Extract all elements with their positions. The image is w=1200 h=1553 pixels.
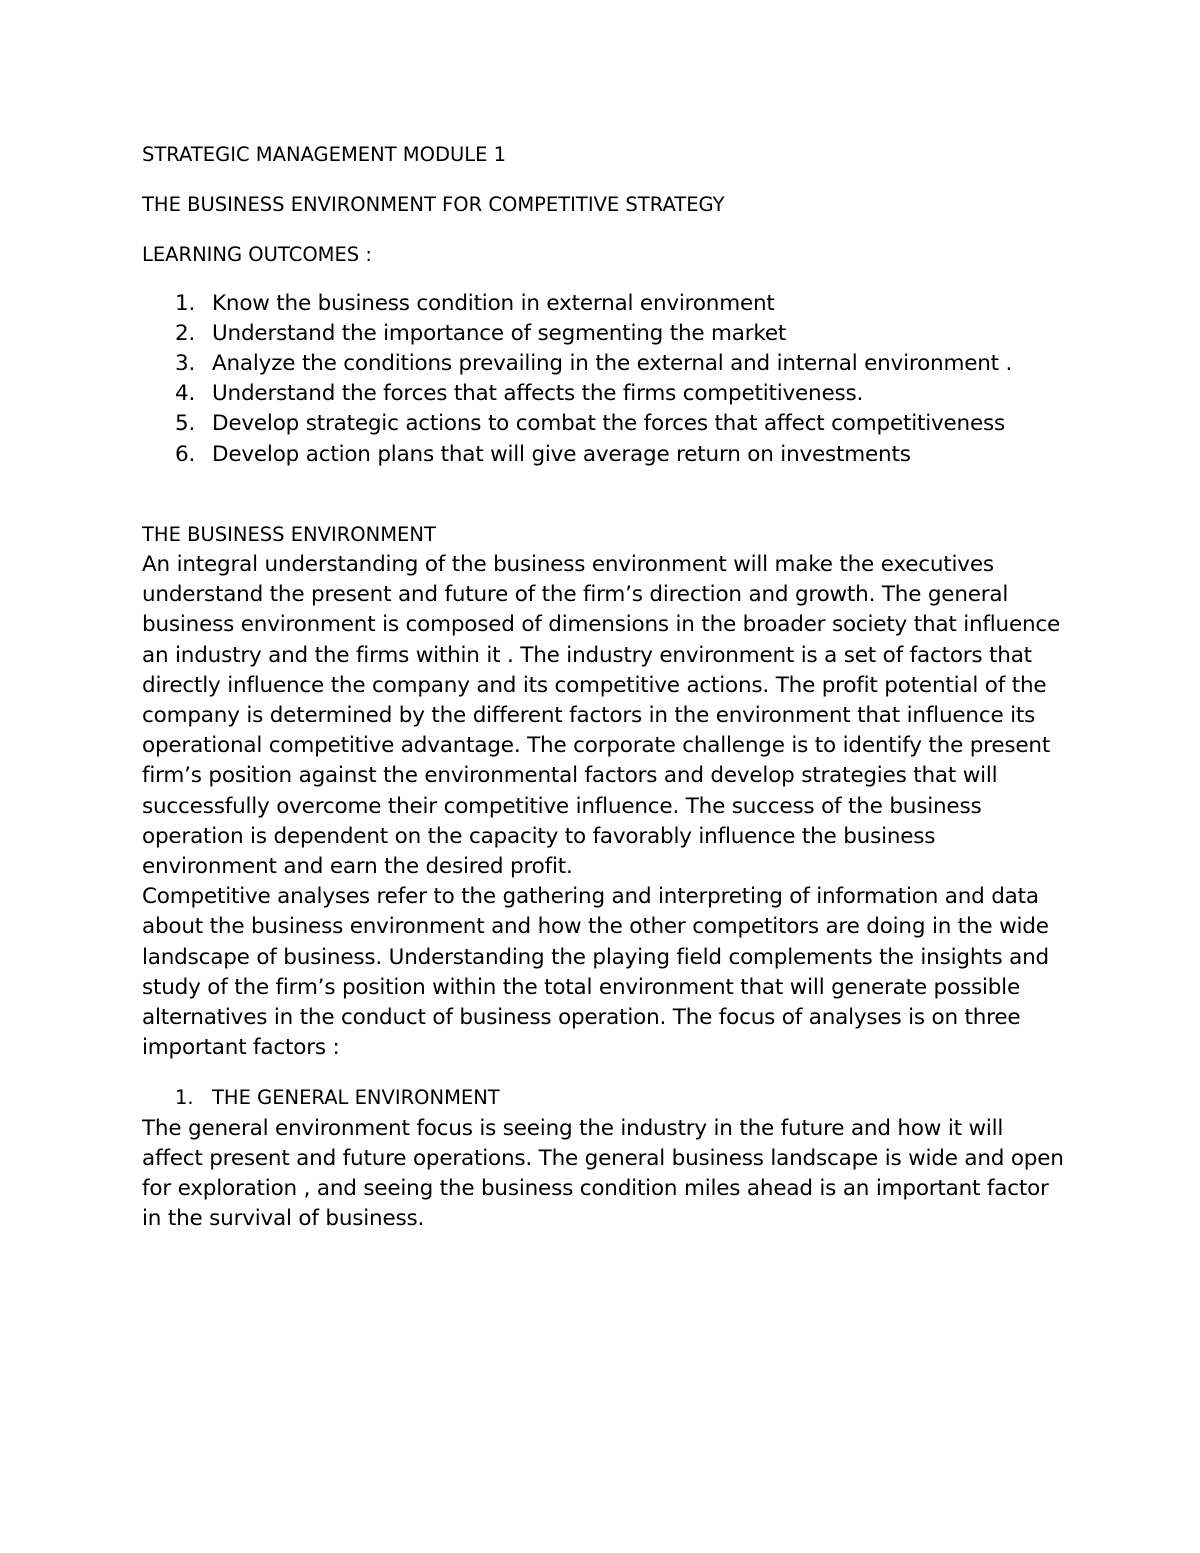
document-content bbox=[142, 140, 1067, 1235]
list-item-number: 1. bbox=[175, 290, 196, 316]
list-item-number: 4. bbox=[175, 381, 196, 407]
list-item-number: 6. bbox=[175, 441, 196, 467]
list-item-number: 3. bbox=[175, 351, 196, 377]
list-item bbox=[142, 440, 1067, 470]
list-item bbox=[142, 379, 1067, 409]
general-environment-heading: THE GENERAL ENVIRONMENT bbox=[212, 1086, 500, 1110]
list-item-text: Analyze the conditions prevailing in the external and internal environment . bbox=[212, 351, 1013, 377]
list-item bbox=[142, 349, 1067, 379]
list-item-number: 5. bbox=[175, 411, 196, 437]
general-environment-number: 1. bbox=[175, 1086, 194, 1110]
module-title: STRATEGIC MANAGEMENT MODULE 1 bbox=[142, 143, 507, 166]
business-environment-paragraph-2: Competitive analyses refer to the gathering and interpreting of information and data about the business environment and how the other competitors are doing in the wide landscape of business. Understanding the playing field complements the insights and study of the firm’s position within the total environment that will generate possible alternatives in the conduct of business operation. The focus of analyses is on three important factors : bbox=[142, 884, 1049, 1061]
list-item-text: Develop action plans that will give average return on investments bbox=[212, 441, 911, 467]
business-environment-paragraph-1: An integral understanding of the business environment will make the executives understand the present and future of the firm’s direction and growth. The general business environment is composed of dimensions in the broader society that influence an industry and the firms within it . The industry environment is a set of factors that directly influence the company and its competitive actions. The profit potential of the company is determined by the different factors in the environment that influence its operational competitive advantage. The corporate challenge is to identify the present firm’s position against the environmental factors and develop strategies that will successfully overcome their competitive influence. The success of the business operation is dependent on the capacity to favorably influence the business environment and earn the desired profit. bbox=[142, 552, 1061, 880]
list-item-text: Understand the forces that affects the firms competitiveness. bbox=[212, 381, 864, 407]
learning-outcomes-heading: LEARNING OUTCOMES : bbox=[142, 243, 372, 267]
document-subtitle: THE BUSINESS ENVIRONMENT FOR COMPETITIVE STRATEGY bbox=[142, 193, 725, 217]
general-environment-heading-item bbox=[142, 1083, 1067, 1113]
list-item-text: Understand the importance of segmenting the market bbox=[212, 320, 787, 346]
list-item-text: Develop strategic actions to combat the forces that affect competitiveness bbox=[212, 411, 1005, 437]
business-environment-heading: THE BUSINESS ENVIRONMENT bbox=[142, 522, 436, 546]
general-environment-paragraph: The general environment focus is seeing the industry in the future and how it will affect present and future operations. The general business landscape is wide and open for exploration , and seeing the business condition miles ahead is an important factor in the survival of business. bbox=[142, 1115, 1064, 1232]
list-item bbox=[142, 319, 1067, 349]
list-item-text: Know the business condition in external environment bbox=[212, 290, 775, 316]
list-item bbox=[142, 289, 1067, 319]
list-item bbox=[142, 409, 1067, 439]
learning-outcomes-list bbox=[142, 289, 1067, 470]
list-item-number: 2. bbox=[175, 320, 196, 346]
